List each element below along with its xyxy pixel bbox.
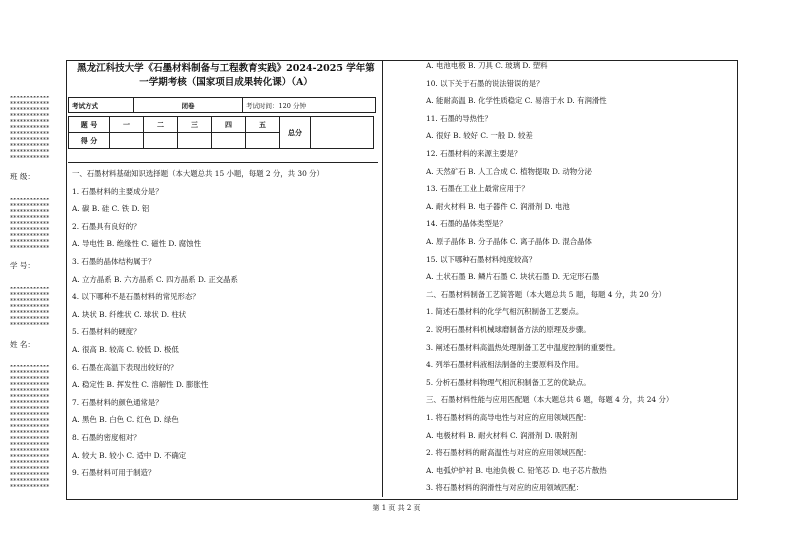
left-question-line: 9. 石墨材料可用于制造？ [72,468,156,478]
right-question-line: 3. 将石墨材料的润滑性与对应的应用领域匹配： [426,483,584,493]
binding-dots-3: ************ ************ ************ ************ ************ ************ ************ [10,287,50,329]
score-cell [212,133,246,149]
right-question-line: A. 电池电极 B. 刀具 C. 玻璃 D. 塑料 [426,61,548,70]
right-question-line: 5. 分析石墨材料物理气相沉积制备工艺的优缺点。 [426,377,591,387]
binding-dots-1: ************ ************ ************ ************ ************ ************ ************ ************ ************ ************ ************ [10,96,50,162]
left-question-line: A. 立方晶系 B. 六方晶系 C. 四方晶系 D. 正交晶系 [72,274,238,284]
left-question-line: 4. 以下哪种不是石墨材料的常见形态？ [72,292,200,302]
right-question-line: 4. 列举石墨材料液相法制备的主要原料及作用。 [426,360,584,370]
score-cell [178,133,212,149]
right-question-line: A. 土状石墨 B. 鳞片石墨 C. 块状石墨 D. 无定形石墨 [426,272,600,282]
left-question-line: 8. 石墨的密度相对？ [72,433,141,442]
left-question-line: A. 碳 B. 硅 C. 铁 D. 铝 [72,204,150,214]
student-id-label: 学 号： [10,261,35,270]
right-question-line: A. 原子晶体 B. 分子晶体 C. 离子晶体 D. 混合晶体 [426,237,592,246]
score-col-5: 五 [246,117,280,133]
left-question-line: A. 较大 B. 较小 C. 适中 D. 不确定 [72,450,187,460]
score-cell [144,133,178,149]
left-question-line: 7. 石墨材料的颜色通常是？ [72,397,163,407]
right-question-line: 15. 以下哪种石墨材料纯度较高？ [426,254,537,264]
page-footer: 第 1 页 共 2 页 [372,504,421,512]
right-question-line: 1. 将石墨材料的高导电性与对应的应用领域匹配： [426,413,591,422]
header-separator [68,162,378,163]
right-question-line: A. 很好 B. 较好 C. 一般 D. 较差 [426,131,533,141]
exam-mode-label: 考试方式 [69,98,134,113]
class-label: 班 级： [10,172,35,181]
right-question-line: 14. 石墨的晶体类型是？ [426,219,507,229]
right-question-line: 二、石墨材料制备工艺简答题（本大题总共 5 题，每题 4 分，共 20 分） [426,289,666,299]
binding-dots-4: ************ ************ ************ ************ ************ ************ ************ ************ ************ ************ ************ ************ ************ ************ ************ ************ ************ ************ ************ ************ ************ [10,365,50,491]
left-question-line: 6. 石墨在高温下表现出较好的？ [72,362,178,372]
right-question-line: 3. 阐述石墨材料高温热处理制备工艺中温度控制的重要性。 [426,342,621,352]
score-col-3: 三 [178,117,212,133]
right-question-line: 12. 石墨材料的来源主要是？ [426,149,522,158]
left-question-line: 5. 石墨材料的硬度？ [72,327,141,337]
right-question-line: 2. 说明石墨材料机械球磨制备方法的原理及步骤。 [426,325,591,334]
left-question-line: 3. 石墨的晶体结构属于？ [72,257,156,266]
score-col-1: 一 [110,117,144,133]
right-question-line: A. 电极材料 B. 耐火材料 C. 润滑剂 D. 吸附剂 [426,430,578,440]
right-question-line: 1. 简述石墨材料的化学气相沉积制备工艺要点。 [426,307,584,317]
right-question-line: 2. 将石墨材料的耐高温性与对应的应用领域匹配： [426,448,591,458]
total-label: 总分 [280,117,311,149]
score-table [68,116,374,149]
right-question-line: 11. 石墨的导热性？ [426,113,492,123]
left-question-line: A. 稳定性 B. 挥发性 C. 溶解性 D. 膨胀性 [72,380,209,390]
exam-info-table [68,97,376,113]
exam-time: 考试时间：120 分钟 [243,98,376,113]
exam-title-line1: 黑龙江科技大学《石墨材料制备与工程教育实践》2024-2025 学年第 [77,63,375,74]
right-question-line: A. 电弧炉炉衬 B. 电池负极 C. 铅笔芯 D. 电子芯片散热 [426,465,607,475]
left-question-line: A. 黑色 B. 白色 C. 红色 D. 绿色 [72,415,179,425]
right-question-line: 13. 石墨在工业上最常应用于？ [426,184,529,194]
exam-title-line2: 一学期考核（国家项目成果转化课）（A） [139,77,313,88]
left-question-line: 一、石墨材料基础知识选择题（本大题总共 15 小题，每题 2 分，共 30 分） [72,169,324,178]
left-question-line: A. 很高 B. 较高 C. 较低 D. 极低 [72,345,179,354]
right-question-line: A. 天然矿石 B. 人工合成 C. 植物提取 D. 动物分泌 [426,166,592,176]
name-label: 姓 名： [10,340,35,349]
right-question-line: A. 能耐高温 B. 化学性质稳定 C. 易溶于水 D. 有润滑性 [426,96,607,106]
score-label: 得 分 [69,133,110,149]
left-question-line: A. 块状 B. 纤维状 C. 球状 D. 柱状 [72,309,187,319]
score-col-4: 四 [212,117,246,133]
total-score-cell [311,117,374,149]
right-question-line: 10. 以下关于石墨的说法错误的是？ [426,78,544,88]
score-col-2: 二 [144,117,178,133]
left-question-line: 2. 石墨具有良好的？ [72,221,141,231]
exam-mode-value: 闭卷 [134,98,243,113]
left-question-line: 1. 石墨材料的主要成分是？ [72,186,163,196]
question-no-label: 题 号 [69,117,110,133]
binding-dots-2: ************ ************ ************ ************ ************ ************ ************ ************ ************ [10,198,50,252]
right-question-line: A. 耐火材料 B. 电子器件 C. 润滑剂 D. 电池 [426,201,570,211]
score-cell [110,133,144,149]
column-divider [382,61,383,497]
score-cell [246,133,280,149]
right-question-line: 三、石墨材料性能与应用匹配题（本大题总共 6 题，每题 4 分，共 24 分） [426,395,674,405]
left-question-line: A. 导电性 B. 绝缘性 C. 磁性 D. 腐蚀性 [72,239,201,249]
